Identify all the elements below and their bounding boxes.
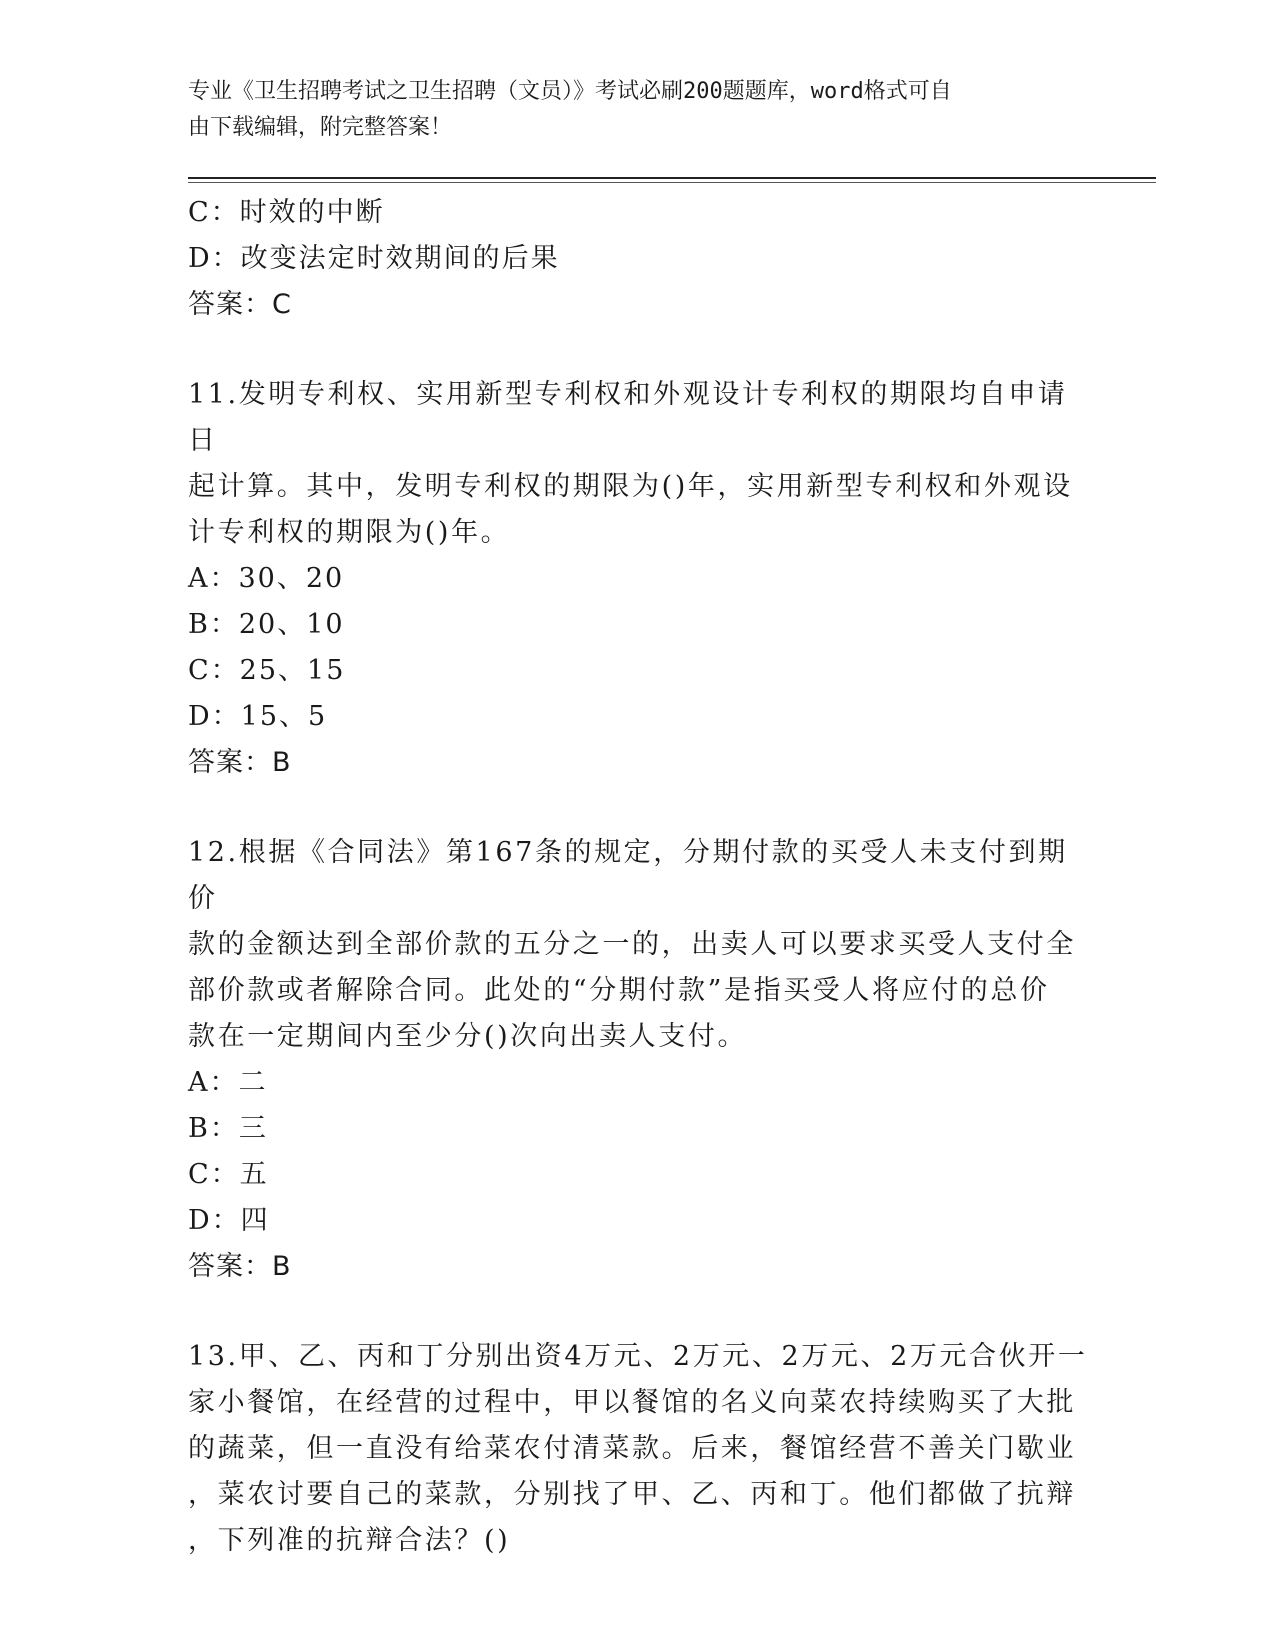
- document-body: [188, 190, 1088, 1564]
- question-stem-line: ，下列准的抗辩合法？(): [188, 1525, 511, 1556]
- header-divider-thick: [188, 177, 1156, 179]
- option-d: D：四: [188, 1205, 270, 1236]
- option-c: C：25、15: [188, 655, 346, 686]
- question-stem-line: 家小餐馆，在经营的过程中，甲以餐馆的名义向菜农持续购买了大批: [188, 1387, 1076, 1418]
- option-c: C：五: [188, 1159, 269, 1190]
- question-11: [188, 372, 1088, 786]
- spacer: [188, 1290, 1088, 1334]
- question-13: [188, 1334, 1088, 1564]
- header-line-1: 专业《卫生招聘考试之卫生招聘（文员）》考试必刷200题题库，word格式可自: [188, 79, 952, 104]
- question-12: [188, 830, 1088, 1290]
- spacer: [188, 328, 1088, 372]
- question-stem-line: 起计算。其中，发明专利权的期限为()年，实用新型专利权和外观设: [188, 471, 1073, 502]
- spacer: [188, 786, 1088, 830]
- header-line-2: 由下载编辑，附完整答案！: [188, 115, 453, 140]
- question-stem-line: 13.甲、乙、丙和丁分别出资4万元、2万元、2万元、2万元合伙开一: [188, 1341, 1088, 1372]
- header-divider-thin: [188, 182, 1156, 183]
- option-d: D：改变法定时效期间的后果: [188, 243, 560, 274]
- question-stem-line: 计专利权的期限为()年。: [188, 517, 511, 548]
- question-stem-line: 款的金额达到全部价款的五分之一的，出卖人可以要求买受人支付全: [188, 929, 1076, 960]
- question-stem-line: 12.根据《合同法》第167条的规定，分期付款的买受人未支付到期价: [188, 837, 1068, 914]
- answer-line: 答案：B: [188, 747, 292, 778]
- option-c: C：时效的中断: [188, 197, 385, 228]
- question-stem-line: 款在一定期间内至少分()次向出卖人支付。: [188, 1021, 748, 1052]
- option-d: D：15、5: [188, 701, 328, 732]
- question-stem-line: ，菜农讨要自己的菜款，分别找了甲、乙、丙和丁。他们都做了抗辩: [188, 1479, 1076, 1510]
- option-b: B：三: [188, 1113, 268, 1144]
- document-header: [188, 74, 1078, 146]
- option-b: B：20、10: [188, 609, 345, 640]
- question-10-tail: [188, 190, 1088, 328]
- question-stem-line: 的蔬菜，但一直没有给菜农付清菜款。后来，餐馆经营不善关门歇业: [188, 1433, 1076, 1464]
- answer-line: 答案：C: [188, 289, 292, 320]
- question-stem-line: 部价款或者解除合同。此处的“分期付款”是指买受人将应付的总价: [188, 975, 1050, 1006]
- question-stem-line: 11.发明专利权、实用新型专利权和外观设计专利权的期限均自申请日: [188, 379, 1068, 456]
- option-a: A：30、20: [188, 563, 345, 594]
- option-a: A：二: [188, 1067, 268, 1098]
- answer-line: 答案：B: [188, 1251, 292, 1282]
